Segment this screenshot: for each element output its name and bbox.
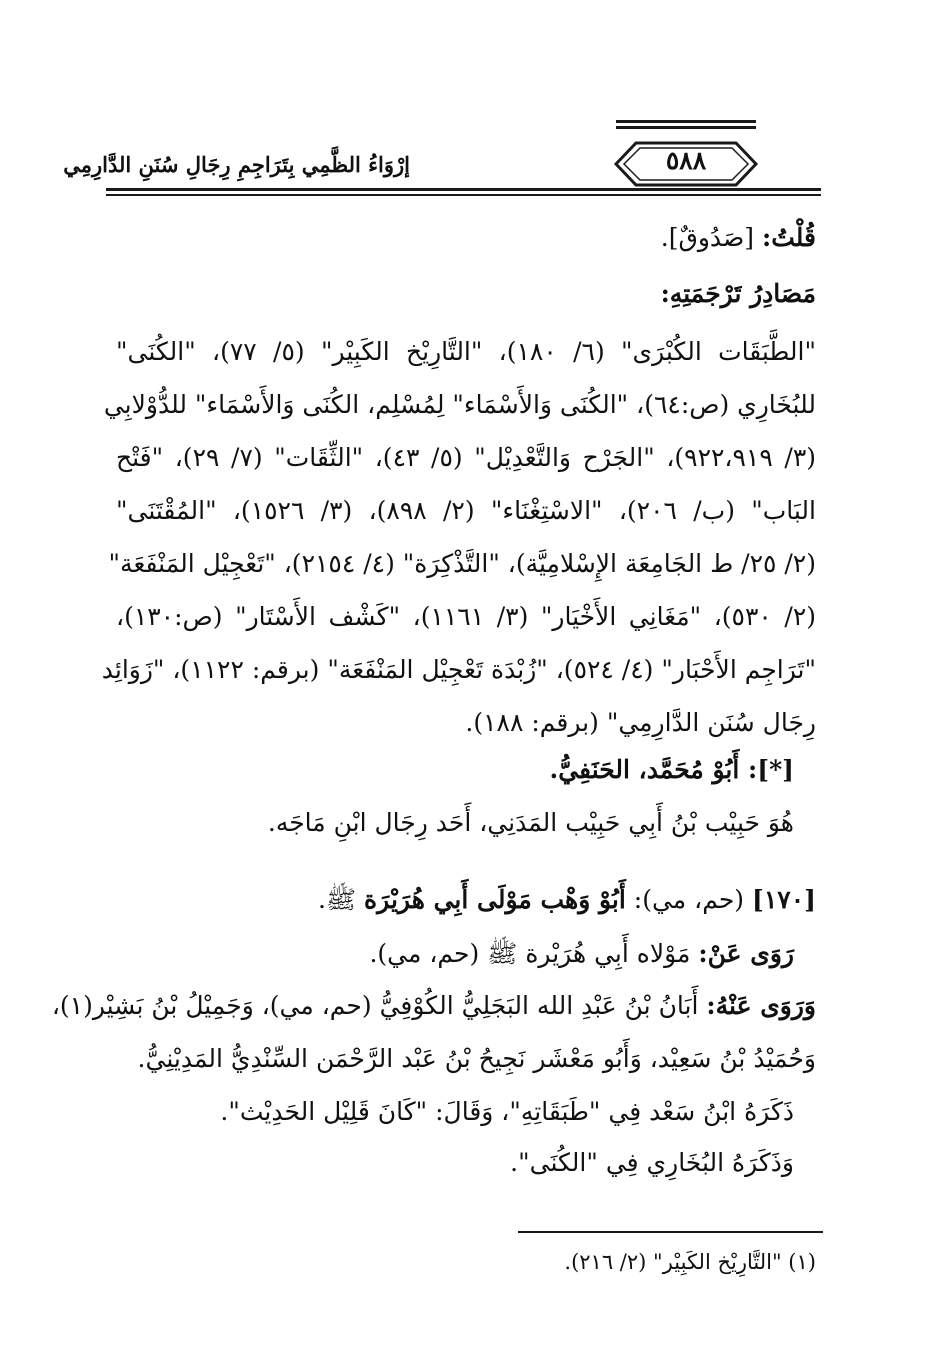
entry-number: [١٧٠] [752, 885, 816, 914]
rawa-anhu-line1: أَبَانُ بْنُ عَبْدِ الله البَجَلِيُّ الكُوْفِيُّ (حم، مي)، وَجَمِيْلُ بْنُ بَشِيْر(١)، [51, 991, 699, 1020]
qultu-line [661, 216, 816, 260]
sources-line: (٢/ ٥٣٠)، "مَغَانِي الأَخْيَار" (٣/ ١١٦١)، "كَشْف الأَسْتَار" (ص:١٣٠)، [116, 602, 817, 631]
sources-line: البَاب" (ب/ ٢٠٦)، "الاسْتِغْنَاء" (٢/ ٨٩٨)، (٣/ ١٥٢٦)، "المُقْتَنَى" [116, 496, 816, 525]
header-rule-thin [106, 194, 821, 196]
star-note: هُوَ حَبِيْب بْنُ أَبِي حَبِيْب المَدَنِي، أَحَد رِجَال ابْنِ مَاجَه. [267, 808, 794, 837]
qultu-label: قُلْتُ: [761, 223, 816, 252]
footnote-rule [518, 1231, 823, 1233]
sources-line: رِجَال سُنَن الدَّارِمِي" (برقم: ١٨٨). [465, 708, 816, 737]
page-number: ٥٨٨ [665, 146, 707, 175]
rawa-anhu-line2: وَحُمَيْدُ بْنُ سَعِيْد، وَأَبُو مَعْشَر نَجِيحُ بْنُ عَبْد الرَّحْمَن السِّنْدِيُّ المَدِيْنِيُّ. [137, 1044, 816, 1073]
rawa-anhu-line [51, 984, 816, 1028]
ibn-saad-line: ذَكَرَهُ ابْنُ سَعْد فِي "طَبَقَاتِهِ"، وَقَالَ: "كَانَ قَلِيْل الحَدِيْث". [220, 1097, 794, 1126]
entry-170-heading [318, 878, 816, 922]
rawa-label: رَوَى عَنْ: [698, 939, 794, 968]
sources-line: "تَرَاجِم الأَحْبَار" (٤/ ٥٢٤)، "زُبْدَة تَعْجِيْل المَنْفَعَة" (برقم: ١١٢٢)، "زَوَائِد [101, 655, 816, 684]
bukhari-line: وَذَكَرَهُ البُخَارِي فِي "الكُنَى". [510, 1148, 794, 1177]
header-rule-thick [106, 188, 821, 191]
rawa-text: مَوْلاه أَبِي هُرَيْرة ﷺ (حم، مي). [369, 939, 691, 968]
rawa-line [369, 932, 794, 976]
header-top-rule-2 [616, 126, 756, 129]
page-header [0, 120, 941, 210]
sources-line: "الطَّبَقَات الكُبْرَى" (٦/ ١٨٠)، "التَّارِيْخ الكَبِيْر" (٥/ ٧٧)، "الكُنَى" [116, 337, 816, 366]
header-top-rule [616, 120, 756, 123]
sources-line: (٣/ ٩٢٢،٩١٩)، "الجَرْح وَالتَّعْدِيْل" (٥/ ٤٣)، "الثِّقَات" (٧/ ٢٩)، "فَتْح [116, 443, 817, 472]
rawa-anhu-label: وَرَوَى عَنْهُ: [706, 991, 816, 1020]
running-title: إرْوَاءُ الظَّمِي بِتَرَاجِمِ رِجَالِ سُنَنِ الدَّارِمِي [63, 152, 410, 177]
star-entry: [*]: أَبُوْ مُحَمَّد، الحَنَفِيُّ. [549, 755, 794, 784]
sources-line: (٢/ ٢٥/ ط الجَامِعَة الإِسْلامِيَّة)، "التَّذْكِرَة" (٤/ ٢١٥٤)، "تَعْجِيْل المَنْفَعَة" [108, 549, 816, 578]
entry-honorific: ﷺ. [317, 885, 357, 914]
entry-codes: (حم، مي): [633, 885, 745, 914]
footnote: (١) "التَّارِيْخ الكَبِيْر" (٢/ ٢١٦). [564, 1250, 816, 1274]
sources-line: للبُخَارِي (ص:٦٤)، "الكُنَى وَالأَسْمَاء" لِمُسْلِم، الكُنَى وَالأَسْمَاء" للدُّوْلابِي [103, 390, 816, 419]
qultu-text: [صَدُوقٌ]. [660, 223, 755, 252]
entry-name: أَبُوْ وَهْب مَوْلَى أَبِي هُرَيْرَة [364, 885, 626, 914]
sources-heading: مَصَادِرُ تَرْجَمَتِهِ: [660, 279, 816, 308]
